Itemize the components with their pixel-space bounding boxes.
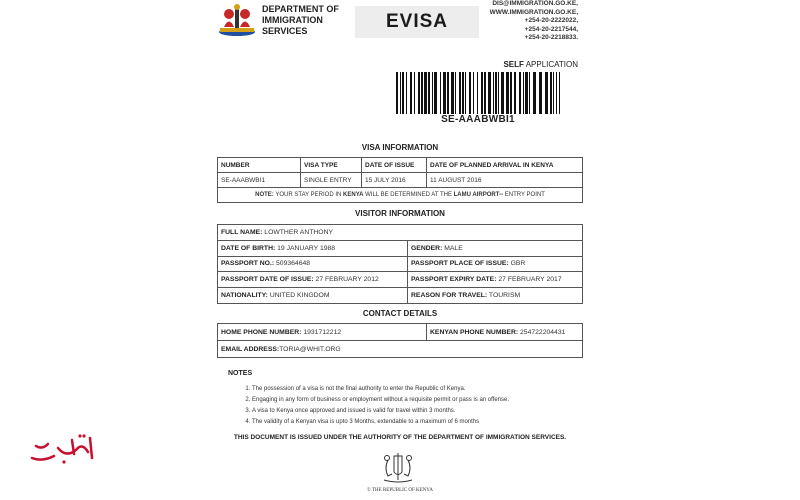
barcode-bar — [459, 72, 461, 114]
full-name-field: FULL NAME: LOWTHER ANTHONY — [218, 225, 583, 241]
barcode-bar — [443, 72, 446, 114]
visa-header-arrival-date: DATE OF PLANNED ARRIVAL IN KENYA — [427, 158, 583, 173]
visa-type-value: SINGLE ENTRY — [301, 173, 362, 188]
barcode-bar — [533, 72, 536, 114]
visa-information-table — [217, 157, 583, 203]
barcode-bar — [434, 72, 437, 114]
kenyan-phone-field: KENYAN PHONE NUMBER: 254722204431 — [427, 324, 583, 341]
passport-expiry-date-field: PASSPORT EXPIRY DATE: 27 FEBRUARY 2017 — [408, 272, 583, 288]
republic-of-kenya-label: © THE REPUBLIC OF KENYA — [367, 488, 433, 493]
barcode-bar — [428, 72, 430, 114]
evisa-title: EVISA — [355, 6, 479, 38]
barcode-bar — [455, 72, 456, 114]
barcode-bar — [550, 72, 552, 114]
contact-info: DIS@IMMIGRATION.GO.KE, WWW.IMMIGRATION.GO.KE, +254-20-2222022, +254-20-2217544, +254-20-2218833. — [489, 0, 578, 41]
barcode-bar — [400, 72, 401, 114]
barcode-bar — [396, 72, 398, 114]
barcode-bar — [424, 72, 427, 114]
notes-title: NOTES — [228, 370, 253, 377]
date-of-birth-field: DATE OF BIRTH: 19 JANUARY 1988 — [218, 240, 408, 256]
barcode-bar — [498, 72, 499, 114]
barcode-bar — [493, 72, 494, 114]
contact-details-title: CONTACT DETAILS — [362, 309, 438, 318]
barcode-bar — [414, 72, 415, 114]
gender-field: GENDER: MALE — [408, 240, 583, 256]
barcode-bar — [402, 72, 404, 114]
barcode-bar — [447, 72, 449, 114]
barcode-bar — [432, 72, 433, 114]
barcode-bar — [553, 72, 554, 114]
barcode-bar — [556, 72, 557, 114]
visa-header-number: NUMBER — [218, 158, 301, 173]
authority-statement: THIS DOCUMENT IS ISSUED UNDER THE AUTHORITY OF THE DEPARTMENT OF IMMIGRATION SERVICES. — [233, 434, 567, 441]
barcode-bar — [545, 72, 548, 114]
barcode-bar — [484, 72, 486, 114]
barcode-bar — [519, 72, 521, 114]
barcode-bar — [440, 72, 441, 114]
visa-header-issue-date: DATE OF ISSUE — [362, 158, 427, 173]
passport-place-field: PASSPORT PLACE OF ISSUE: GBR — [408, 256, 583, 272]
visa-information-title: VISA INFORMATION — [361, 143, 439, 152]
barcode-bar — [506, 72, 509, 114]
barcode-bar — [495, 72, 497, 114]
note-item: 4. The validity of a Kenyan visa is upto 3 Months, extendable to a maximum of 6 months — [252, 417, 509, 428]
department-name: DEPARTMENT OF IMMIGRATION SERVICES — [262, 4, 339, 36]
barcode-bar — [465, 72, 466, 114]
kenya-coat-of-arms-icon — [378, 450, 418, 486]
barcode-bar — [406, 72, 407, 114]
passport-issue-date-field: PASSPORT DATE OF ISSUE: 27 FEBRUARY 2012 — [218, 272, 408, 288]
email-address-field: EMAIL ADDRESS:TORIA@WHIT.ORG — [218, 341, 583, 358]
barcode-bar — [488, 72, 491, 114]
visitor-information-title: VISITOR INFORMATION — [355, 209, 445, 218]
contact-details-table — [217, 323, 583, 358]
barcode-bar — [529, 72, 530, 114]
home-phone-field: HOME PHONE NUMBER: 1931712212 — [218, 324, 427, 341]
visa-arrival-date-value: 11 AUGUST 2016 — [427, 173, 583, 188]
barcode-bar — [501, 72, 504, 114]
visa-number-value: SE-AAABWBI1 — [218, 173, 301, 188]
barcode-number: SE-AAABWBI1 — [441, 114, 515, 125]
note-item: 2. Engaging in any form of business or employment without a requisite permit or pass is an offense. — [252, 395, 509, 406]
visa-header-type: VISA TYPE — [301, 158, 362, 173]
note-item: 1. The possession of a visa is not the final authority to enter the Republic of Kenya. — [252, 384, 509, 395]
nationality-field: NATIONALITY: UNITED KINGDOM — [218, 288, 408, 304]
barcode-bar — [523, 72, 524, 114]
barcode-bar — [510, 72, 512, 114]
barcode-bar — [539, 72, 542, 114]
barcode-bar — [477, 72, 478, 114]
barcode-bar — [469, 72, 471, 114]
barcode-bar — [462, 72, 464, 114]
barcode-bar — [473, 72, 474, 114]
barcode-bar — [418, 72, 420, 114]
self-application-label: SELF APPLICATION — [503, 60, 578, 69]
barcode-bar — [525, 72, 528, 114]
notes-list — [224, 384, 509, 428]
passport-number-field: PASSPORT NO.: 509364648 — [218, 256, 408, 272]
visitor-information-table — [217, 224, 583, 304]
note-item: 3. A visa to Kenya once approved and issued is valid for travel within 3 months. — [252, 406, 509, 417]
reason-for-travel-field: REASON FOR TRAVEL: TOURISM — [408, 288, 583, 304]
barcode-bar — [514, 72, 516, 114]
barcode-bar — [421, 72, 423, 114]
immigration-emblem-icon — [216, 2, 258, 38]
barcode-bar — [559, 72, 560, 114]
watermark-logo-icon — [28, 428, 102, 468]
visa-issue-date-value: 15 JULY 2016 — [362, 173, 427, 188]
stay-period-note: NOTE: YOUR STAY PERIOD IN KENYA WILL BE DETERMINED AT THE LAMU AIRPORT-- ENTRY POINT — [218, 188, 583, 203]
barcode — [396, 72, 560, 114]
barcode-bar — [410, 72, 412, 114]
barcode-bar — [481, 72, 483, 114]
barcode-bar — [451, 72, 454, 114]
